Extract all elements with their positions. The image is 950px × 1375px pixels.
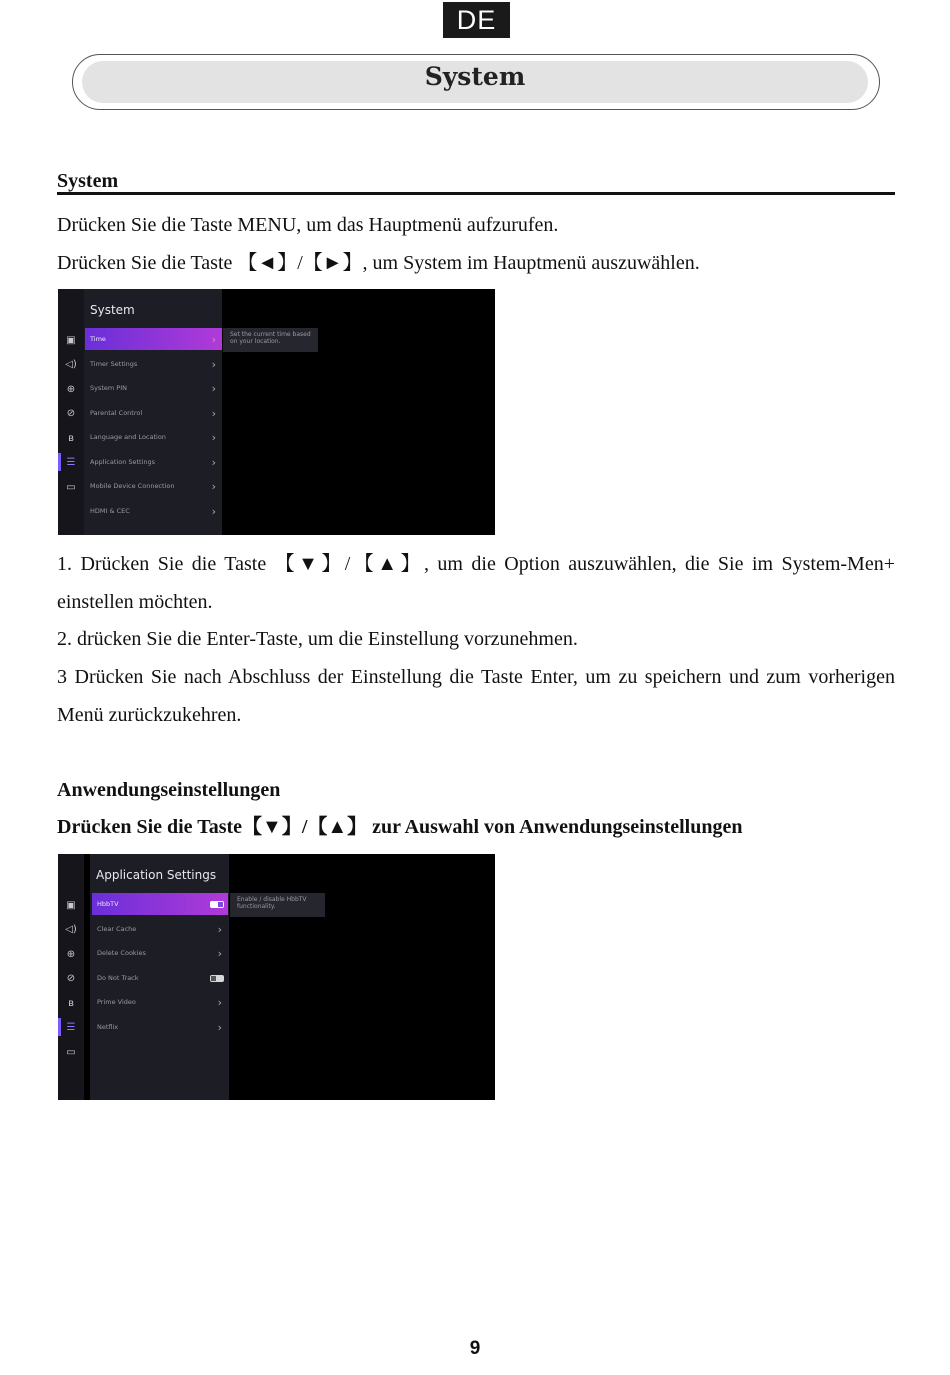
step-2: 2. drücken Sie die Enter-Taste, um die Einstellung vorzunehmen. — [57, 628, 578, 650]
do-not-track-toggle[interactable] — [210, 975, 224, 982]
menu-item-clear-cache[interactable] — [92, 918, 228, 940]
section-heading-system: System — [57, 170, 119, 192]
display-icon: ▭ — [66, 481, 76, 493]
language-badge: DE — [443, 2, 510, 38]
menu-item-label: Mobile Device Connection — [90, 482, 175, 490]
menu-item-label: Delete Cookies — [97, 949, 146, 957]
menu-item-timer-settings[interactable] — [85, 353, 222, 375]
menu-item-delete-cookies[interactable] — [92, 942, 228, 964]
menu-title: System — [90, 303, 135, 317]
instruction-line-1: Drücken Sie die Taste MENU, um das Hauptmenü aufzurufen. — [57, 214, 559, 236]
hbbtv-toggle[interactable] — [210, 901, 224, 908]
system-menu-screenshot — [58, 289, 495, 535]
page-title: System — [424, 62, 526, 91]
menu-panel — [84, 289, 222, 535]
menu-item-label: Application Settings — [90, 458, 156, 466]
parental-icon: ⊘ — [66, 407, 76, 419]
menu-item-prime-video[interactable] — [92, 991, 228, 1013]
menu-item-time[interactable] — [85, 328, 222, 350]
chevron-right-icon: › — [217, 995, 222, 1009]
chevron-right-icon: › — [217, 946, 222, 960]
sound-icon: ◁) — [65, 923, 77, 935]
list-icon: ☰ — [66, 1021, 76, 1033]
chevron-right-icon: › — [211, 357, 216, 371]
section-heading-app-settings: Anwendungseinstellungen — [57, 779, 281, 801]
app-settings-instruction: Drücken Sie die Taste【▼】/【▲】 zur Auswahl von Anwendungseinstellungen — [57, 816, 743, 838]
menu-item-label: HbbTV — [97, 900, 119, 908]
help-tooltip: Enable / disable HbbTV functionality. — [230, 893, 325, 917]
menu-title: Application Settings — [96, 868, 217, 882]
menu-item-label: System PIN — [90, 384, 128, 392]
menu-item-system-pin[interactable] — [85, 377, 222, 399]
menu-item-application-settings[interactable] — [85, 451, 222, 473]
sound-icon: ◁) — [65, 358, 77, 370]
section-rule — [57, 192, 895, 195]
menu-item-label: Prime Video — [97, 998, 136, 1006]
chevron-right-icon: › — [217, 922, 222, 936]
bluetooth-icon: ʙ — [68, 432, 74, 444]
chevron-right-icon: › — [211, 504, 216, 518]
menu-item-parental-control[interactable] — [85, 402, 222, 424]
help-tooltip: Set the current time based on your location. — [223, 328, 318, 352]
menu-item-mobile-device[interactable] — [85, 475, 222, 497]
bluetooth-icon: ʙ — [68, 997, 74, 1009]
chevron-right-icon: › — [211, 406, 216, 420]
chevron-right-icon: › — [211, 430, 216, 444]
menu-item-label: Time — [90, 335, 106, 343]
menu-item-language-location[interactable] — [85, 426, 222, 448]
parental-icon: ⊘ — [66, 972, 76, 984]
menu-item-label: Timer Settings — [90, 360, 138, 368]
list-icon: ☰ — [66, 456, 76, 468]
application-settings-screenshot — [58, 854, 495, 1100]
menu-item-hbbtv[interactable] — [92, 893, 228, 915]
menu-item-label: HDMI & CEC — [90, 507, 130, 515]
display-icon: ▭ — [66, 1046, 76, 1058]
globe-icon: ⊕ — [66, 948, 76, 960]
menu-item-label: Language and Location — [90, 433, 166, 441]
menu-item-netflix[interactable] — [92, 1016, 228, 1038]
page-number: 9 — [469, 1338, 481, 1359]
instruction-line-2: Drücken Sie die Taste 【◄】/【►】, um System im Hauptmenü auszuwählen. — [57, 252, 700, 274]
chevron-right-icon: › — [211, 381, 216, 395]
menu-item-hdmi-cec[interactable] — [85, 500, 222, 522]
menu-item-do-not-track[interactable] — [92, 967, 228, 989]
menu-item-label: Clear Cache — [97, 925, 137, 933]
icon-rail — [58, 289, 84, 535]
chevron-right-icon: › — [211, 332, 216, 346]
step-3: 3 Drücken Sie nach Abschluss der Einstellung die Taste Enter, um zu speichern und zum vorherigen Menü zurückzukehren. — [57, 666, 895, 726]
menu-item-label: Parental Control — [90, 409, 143, 417]
picture-icon: ▣ — [66, 899, 76, 911]
icon-rail — [58, 854, 84, 1100]
step-1: 1. Drücken Sie die Taste 【▼】/【▲】, um die Option auszuwählen, die Sie im System-Men+ einstellen möchten. — [57, 553, 895, 613]
chevron-right-icon: › — [217, 1020, 222, 1034]
menu-item-label: Netflix — [97, 1023, 119, 1031]
chevron-right-icon: › — [211, 455, 216, 469]
picture-icon: ▣ — [66, 334, 76, 346]
menu-panel — [90, 854, 229, 1100]
menu-item-label: Do Not Track — [97, 974, 139, 982]
globe-icon: ⊕ — [66, 383, 76, 395]
chevron-right-icon: › — [211, 479, 216, 493]
